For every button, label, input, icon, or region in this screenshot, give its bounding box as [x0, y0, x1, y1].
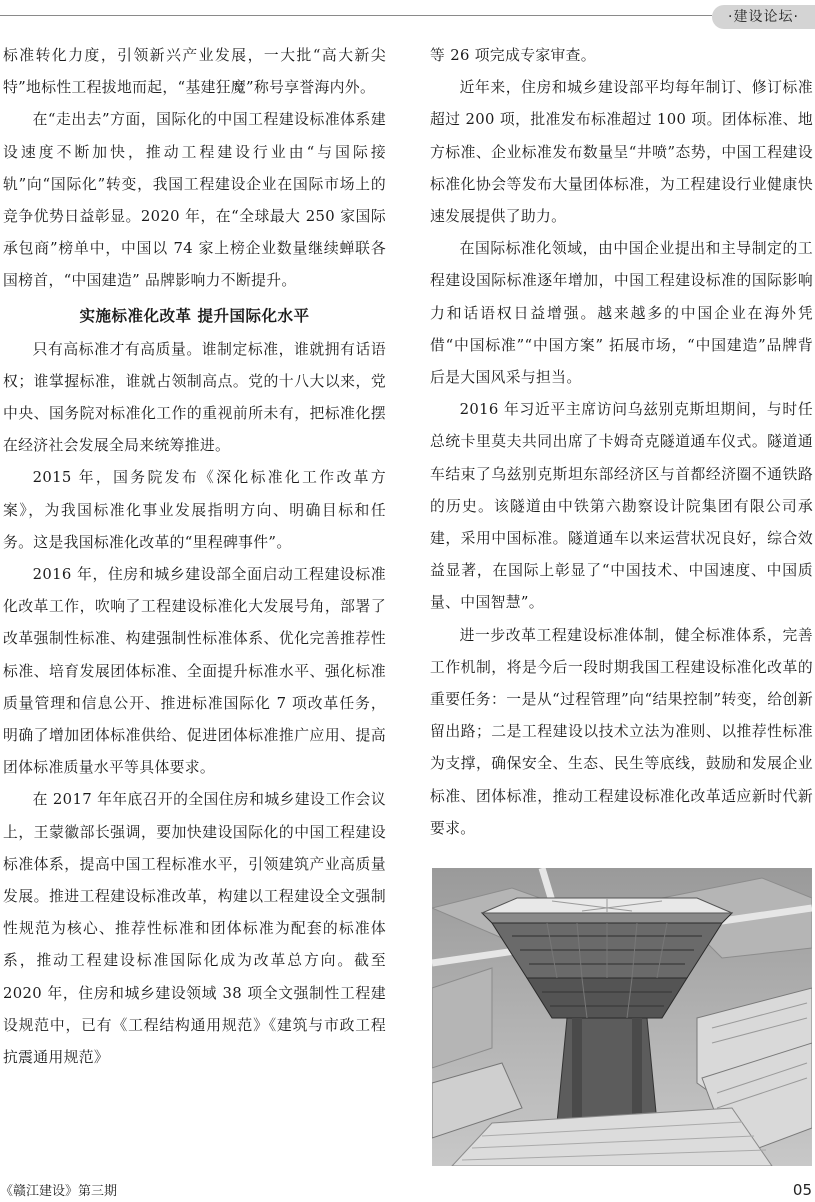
section-heading: 实施标准化改革 提升国际化水平 [79, 306, 310, 325]
paragraph: 2015 年，国务院发布《深化标准化工作改革方案》，为我国标准化事业发展指明方向、明确目标和任务。这是我国标准化改革的“里程碑事件”。 [3, 469, 386, 551]
page-number: 05 [792, 1181, 812, 1199]
paragraph: 只有高标准才有高质量。谁制定标准，谁就拥有话语权；谁掌握标准，谁就占领制高点。党的十八大以来，党中央、国务院对标准化工作的重视前所未有，把标准化摆在经济社会发展全局来统筹推进。 [3, 340, 386, 455]
paragraph: 等 26 项完成专家审查。 [430, 47, 596, 64]
paragraph: 标准转化力度，引领新兴产业发展，一大批“高大新尖特”地标性工程拔地而起，“基建狂魔”称号享誉海内外。 [3, 47, 386, 97]
journal-footer: 《赣江建设》第三期 [0, 1184, 118, 1199]
paragraph: 2016 年，住房和城乡建设部全面启动工程建设标准化改革工作，吹响了工程建设标准化大发展号角，部署了改革强制性标准、构建强制性标准体系、优化完善推荐性标准、培育发展团体标准、全面提升标准水平、强化标准质量管理和信息公开、推进标准国际化 7 项改革任务，明确了增加团体标准供给、促进团体标准推广应用、提高团体标准质量水平等具体要求。 [3, 566, 386, 777]
pavilion-illustration [432, 868, 812, 1166]
right-column [430, 40, 813, 845]
building-photo [432, 868, 812, 1166]
paragraph: 在 2017 年年底召开的全国住房和城乡建设工作会议上，王蒙徽部长强调，要加快建设国际化的中国工程建设标准体系，提高中国工程标准水平，引领建筑产业高质量发展。推进工程建设标准改革，构建以工程建设全文强制性规范为核心、推荐性标准和团体标准为配套的标准体系，推动工程建设标准国际化成为改革总方向。截至 2020 年，住房和城乡建设领域 38 项全文强制性工程建设规范中，已有《工程结构通用规范》《建筑与市政工程抗震通用规范》 [3, 791, 386, 1067]
header-rule [0, 15, 712, 16]
paragraph: 在国际标准化领域，由中国企业提出和主导制定的工程建设国际标准逐年增加，中国工程建设标准的国际影响力和话语权日益增强。越来越多的中国企业在海外凭借“中国标准”“中国方案” 拓展市场，“中国建造”品牌背后是大国风采与担当。 [430, 240, 813, 387]
paragraph: 进一步改革工程建设标准体制，健全标准体系，完善工作机制，将是今后一段时期我国工程建设标准化改革的重要任务：一是从“过程管理”向“结果控制”转变，给创新留出路；二是工程建设以技术立法为准则、以推荐性标准为支撑，确保安全、生态、民生等底线，鼓励和发展企业标准、团体标准，推动工程建设标准化改革适应新时代新要求。 [430, 626, 813, 837]
section-tag: ·建设论坛· [712, 5, 815, 29]
paragraph: 在“走出去”方面，国际化的中国工程建设标准体系建设速度不断加快，推动工程建设行业由“与国际接轨”向“国际化”转变，我国工程建设企业在国际市场上的竞争优势日益彰显。2020 年，在“全球最大 250 家国际承包商”榜单中，中国以 74 家上榜企业数量继续蝉联各国榜首，“中国建造” 品牌影响力不断提升。 [3, 111, 386, 290]
paragraph: 近年来，住房和城乡建设部平均每年制订、修订标准超过 200 项，批准发布标准超过 100 项。团体标准、地方标准、企业标准发布数量呈“井喷”态势，中国工程建设标准化协会等发布大量团体标准，为工程建设行业健康快速发展提供了助力。 [430, 79, 813, 226]
left-column [3, 40, 386, 1074]
paragraph: 2016 年习近平主席访问乌兹别克斯坦期间，与时任总统卡里莫夫共同出席了卡姆奇克隧道通车仪式。隧道通车结束了乌兹别克斯坦东部经济区与首都经济圈不通铁路的历史。该隧道由中铁第六勘察设计院集团有限公司承建，采用中国标准。隧道通车以来运营状况良好，综合效益显著，在国际上彰显了“中国技术、中国速度、中国质量、中国智慧”。 [430, 401, 813, 612]
